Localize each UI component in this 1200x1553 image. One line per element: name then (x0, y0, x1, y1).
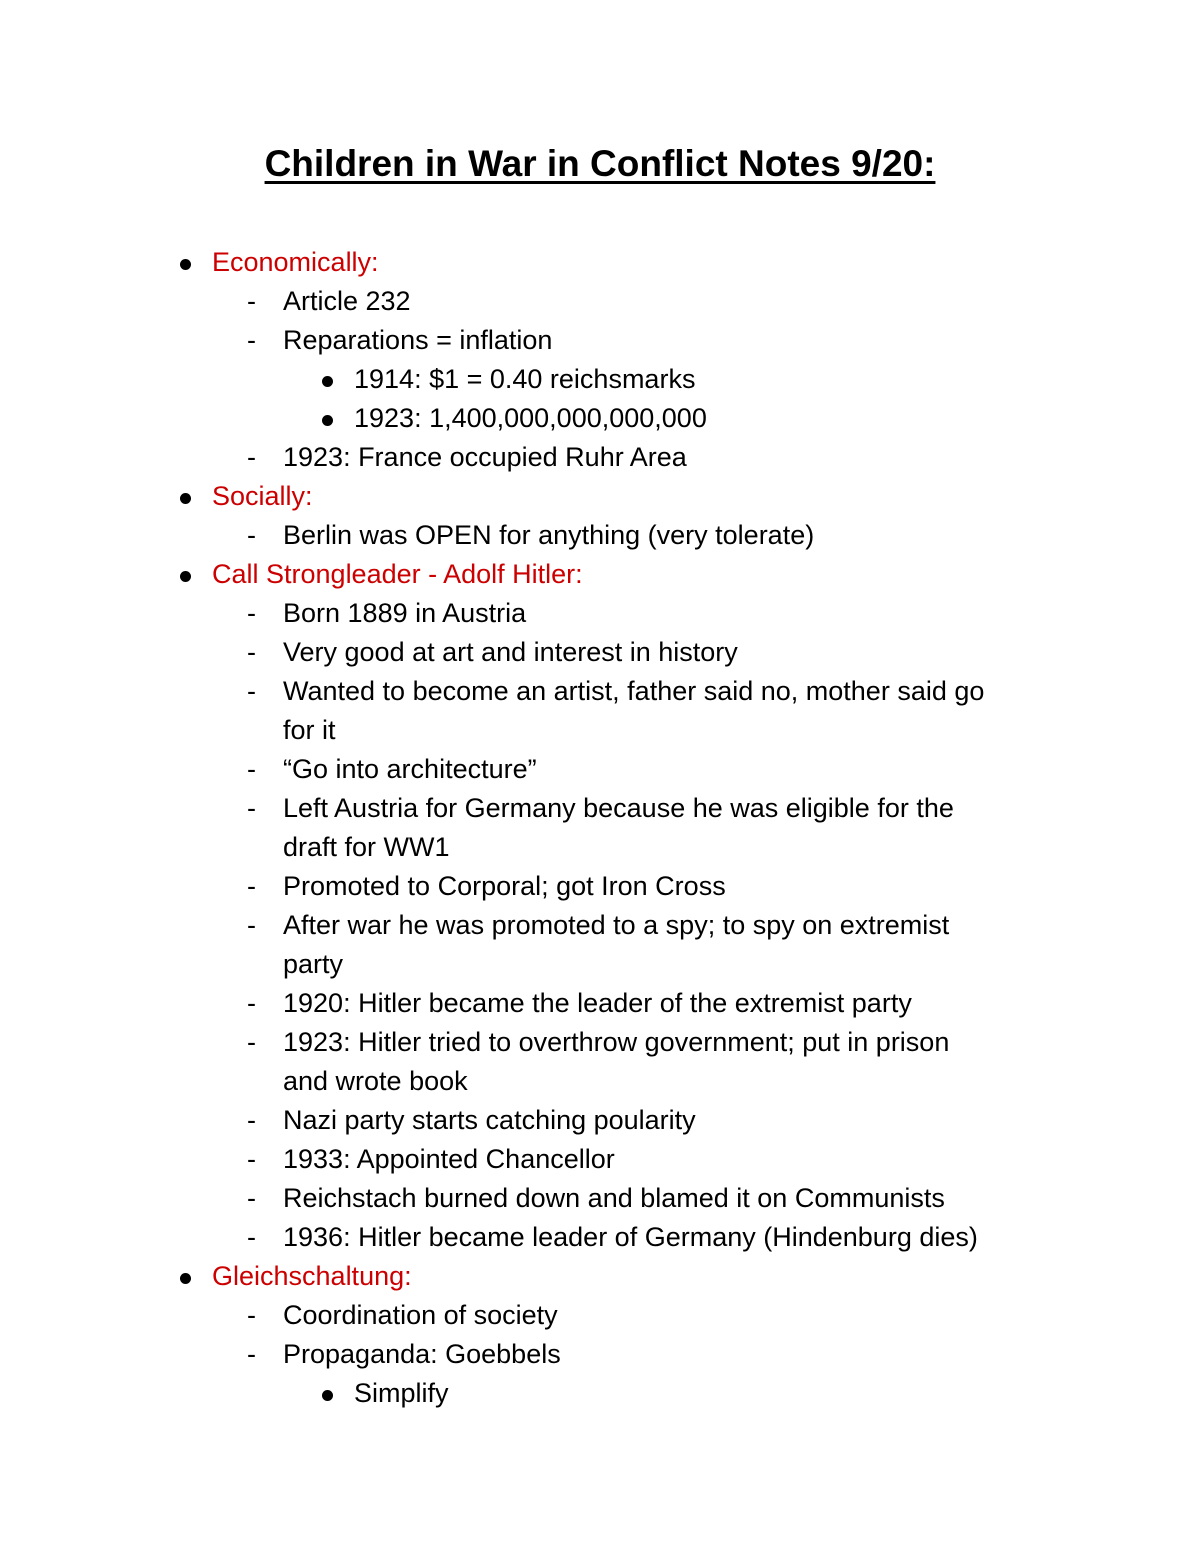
bullet-dot-icon (322, 1390, 333, 1401)
list-item (0, 1335, 1200, 1374)
item-text: 1920: Hitler became the leader of the extremist party (283, 988, 912, 1018)
item-text: 1923: France occupied Ruhr Area (283, 442, 687, 472)
section-heading-gleichschaltung (0, 1257, 1200, 1296)
dash-marker-icon: - (247, 1183, 256, 1213)
list-item (0, 1140, 1200, 1179)
item-text: Very good at art and interest in history (283, 637, 738, 667)
item-text: Promoted to Corporal; got Iron Cross (283, 871, 726, 901)
item-text: draft for WW1 (283, 832, 450, 862)
bullet-dot-icon (180, 259, 191, 270)
notes-list (0, 243, 1200, 1413)
bullet-dot-icon (322, 415, 333, 426)
dash-marker-icon: - (247, 1144, 256, 1174)
list-item (0, 516, 1200, 555)
dash-marker-icon: - (247, 793, 256, 823)
dash-marker-icon: - (247, 637, 256, 667)
item-text: and wrote book (283, 1066, 468, 1096)
section-heading-socially (0, 477, 1200, 516)
list-item (0, 1218, 1200, 1257)
item-text: Wanted to become an artist, father said no, mother said go (283, 676, 985, 706)
heading-label: Economically: (212, 247, 379, 277)
item-text: After war he was promoted to a spy; to spy on extremist (283, 910, 950, 940)
bullet-dot-icon (180, 493, 191, 504)
section-heading-economically (0, 243, 1200, 282)
item-text: Nazi party starts catching poularity (283, 1105, 696, 1135)
item-text: Simplify (354, 1378, 449, 1408)
item-text: Propaganda: Goebbels (283, 1339, 561, 1369)
section-heading-strongleader (0, 555, 1200, 594)
item-text: for it (283, 715, 336, 745)
list-item (0, 867, 1200, 906)
sub-list-item (0, 399, 1200, 438)
list-item (0, 438, 1200, 477)
item-text: 1936: Hitler became leader of Germany (Hindenburg dies) (283, 1222, 978, 1252)
dash-marker-icon: - (247, 286, 256, 316)
list-item (0, 1296, 1200, 1335)
dash-marker-icon: - (247, 1300, 256, 1330)
item-text: Berlin was OPEN for anything (very tolerate) (283, 520, 815, 550)
list-item-continuation (0, 828, 1200, 867)
dash-marker-icon: - (247, 988, 256, 1018)
sub-list-item (0, 360, 1200, 399)
dash-marker-icon: - (247, 598, 256, 628)
list-item (0, 750, 1200, 789)
dash-marker-icon: - (247, 1027, 256, 1057)
heading-label: Call Strongleader - Adolf Hitler: (212, 559, 583, 589)
bullet-dot-icon (180, 1273, 191, 1284)
item-text: Reparations = inflation (283, 325, 553, 355)
item-text: 1923: 1,400,000,000,000,000 (354, 403, 707, 433)
list-item (0, 633, 1200, 672)
item-text: Born 1889 in Austria (283, 598, 527, 628)
item-text: Reichstach burned down and blamed it on Communists (283, 1183, 945, 1213)
item-text: 1923: Hitler tried to overthrow government; put in prison (283, 1027, 950, 1057)
item-text: Article 232 (283, 286, 411, 316)
list-item (0, 594, 1200, 633)
dash-marker-icon: - (247, 871, 256, 901)
heading-label: Socially: (212, 481, 313, 511)
list-item (0, 321, 1200, 360)
dash-marker-icon: - (247, 520, 256, 550)
list-item-continuation (0, 1062, 1200, 1101)
list-item (0, 906, 1200, 945)
item-text: 1933: Appointed Chancellor (283, 1144, 615, 1174)
dash-marker-icon: - (247, 1222, 256, 1252)
dash-marker-icon: - (247, 325, 256, 355)
list-item (0, 1179, 1200, 1218)
sub-list-item (0, 1374, 1200, 1413)
dash-marker-icon: - (247, 910, 256, 940)
list-item (0, 789, 1200, 828)
list-item-continuation (0, 945, 1200, 984)
heading-label: Gleichschaltung: (212, 1261, 412, 1291)
list-item (0, 672, 1200, 711)
list-item-continuation (0, 711, 1200, 750)
dash-marker-icon: - (247, 1339, 256, 1369)
bullet-dot-icon (322, 376, 333, 387)
item-text: party (283, 949, 344, 979)
list-item (0, 1101, 1200, 1140)
item-text: “Go into architecture” (283, 754, 537, 784)
list-item (0, 984, 1200, 1023)
dash-marker-icon: - (247, 676, 256, 706)
item-text: Left Austria for Germany because he was eligible for the (283, 793, 954, 823)
dash-marker-icon: - (247, 754, 256, 784)
list-item (0, 1023, 1200, 1062)
item-text: Coordination of society (283, 1300, 558, 1330)
page-title: Children in War in Conflict Notes 9/20: (264, 143, 936, 184)
dash-marker-icon: - (247, 1105, 256, 1135)
bullet-dot-icon (180, 571, 191, 582)
list-item (0, 282, 1200, 321)
dash-marker-icon: - (247, 442, 256, 472)
item-text: 1914: $1 = 0.40 reichsmarks (354, 364, 696, 394)
